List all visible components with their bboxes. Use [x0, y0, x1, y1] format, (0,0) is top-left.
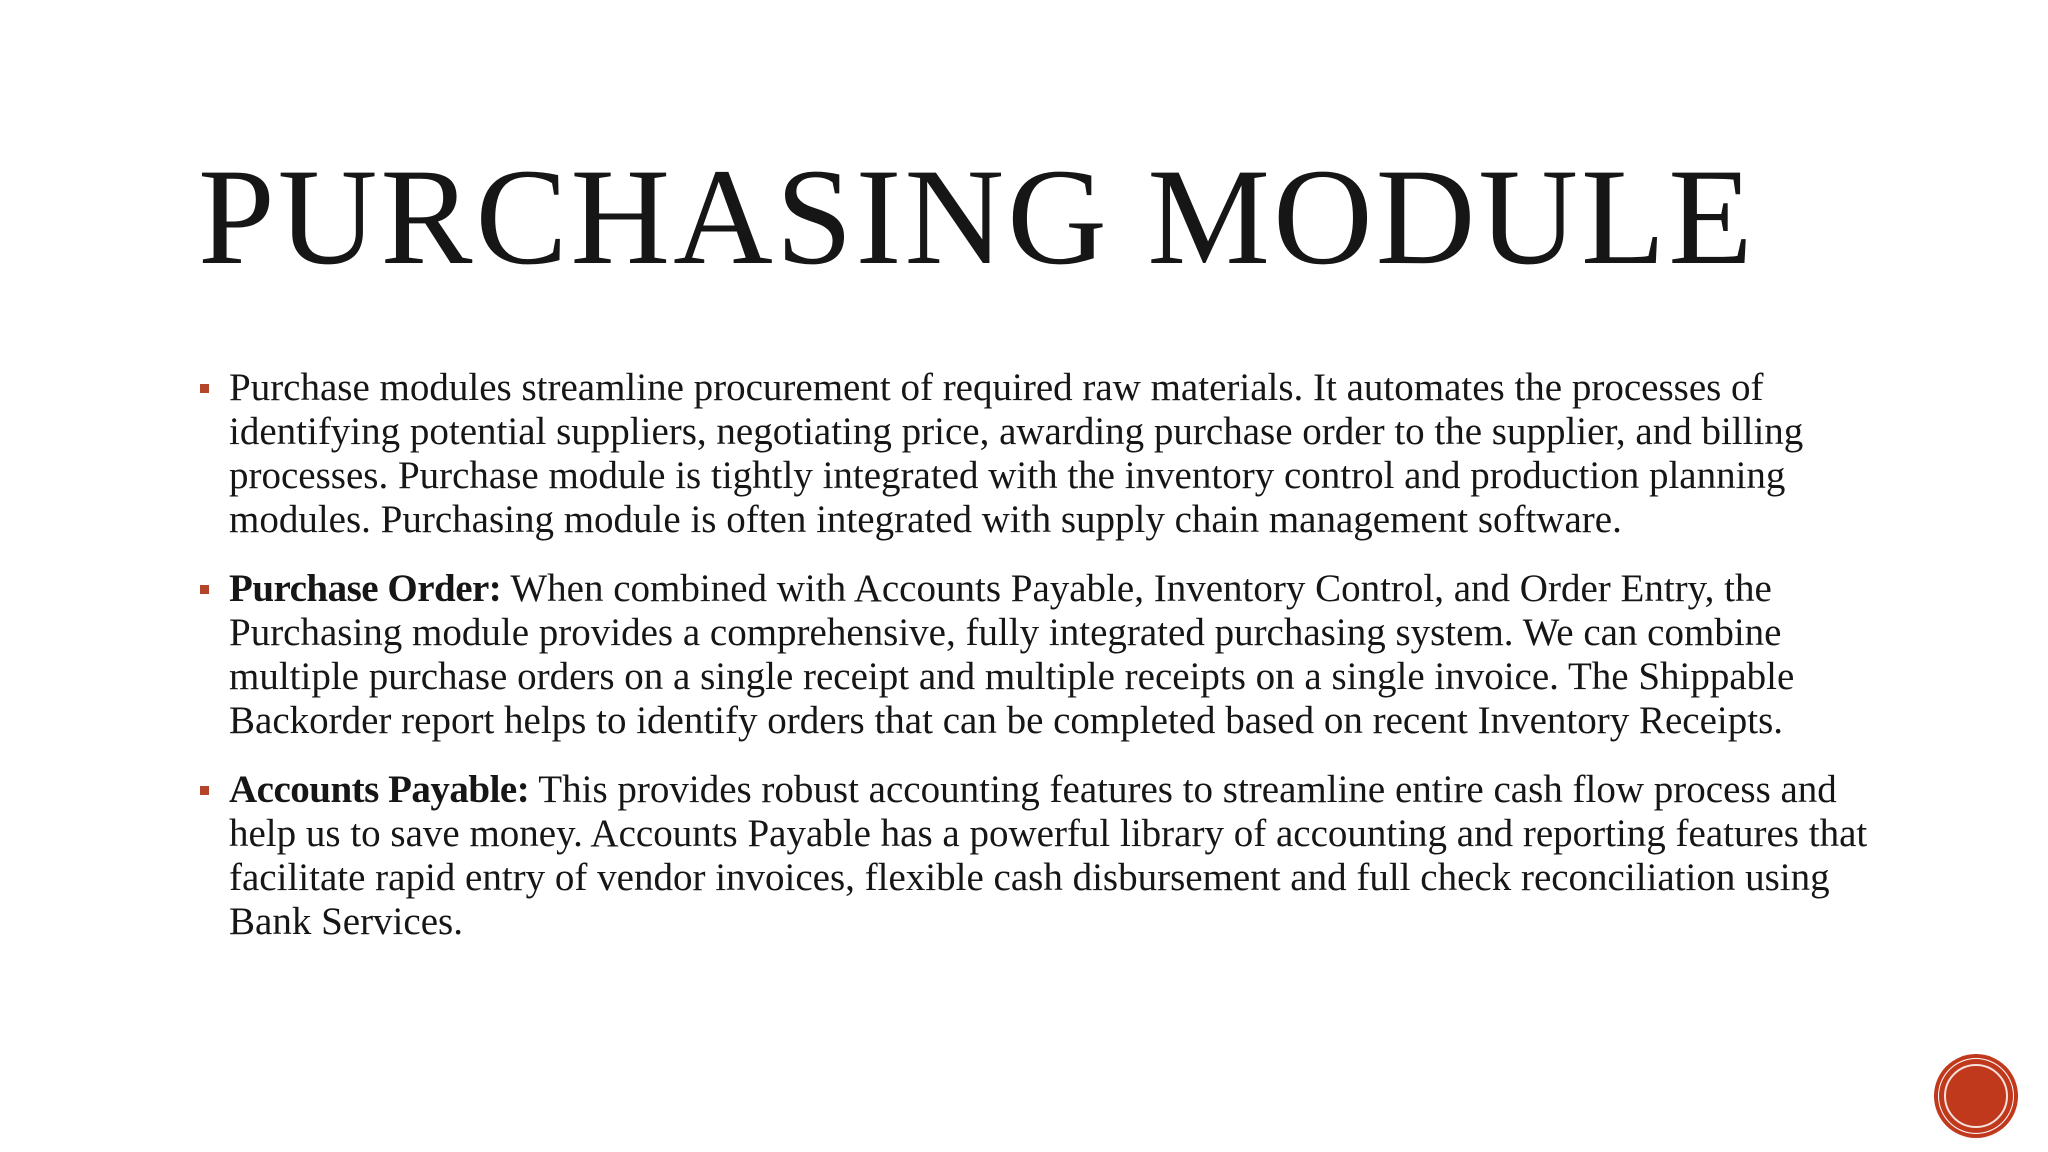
slide-nav-circle-icon[interactable]	[1938, 1058, 2014, 1134]
bullet-term: Purchase Order:	[229, 567, 502, 610]
bullet-body: This provides robust accounting features to streamline entire cash flow process and help us to save money. Accounts Payable has a powerful library of accounting and reporting features that facilitate rapid entry of vendor invoices, flexible cash disbursement and full check reconciliation using Bank Services.	[229, 768, 1868, 943]
bullet-text	[229, 768, 1867, 943]
bullet-item	[198, 768, 1898, 944]
bullet-square-icon	[200, 384, 209, 393]
bullet-item	[198, 567, 1898, 743]
nav-button-ring	[1944, 1064, 2008, 1128]
bullet-list	[198, 366, 1898, 944]
bullet-term: Accounts Payable:	[229, 768, 530, 811]
bullet-text	[229, 366, 1803, 541]
bullet-item	[198, 366, 1898, 542]
bullet-square-icon	[200, 585, 209, 594]
bullet-text	[229, 567, 1794, 742]
slide-title: PURCHASING MODULE	[198, 140, 1756, 293]
bullet-body: Purchase modules streamline procurement of required raw materials. It automates the processes of identifying potential suppliers, negotiating price, awarding purchase order to the supplier, and billing processes. Purchase module is tightly integrated with the inventory control and production planning modules. Purchasing module is often integrated with supply chain management software.	[229, 366, 1804, 541]
bullet-square-icon	[200, 786, 209, 795]
bullet-body: When combined with Accounts Payable, Inventory Control, and Order Entry, the Purchasing module provides a comprehensive, fully integrated purchasing system. We can combine multiple purchase orders on a single receipt and multiple receipts on a single invoice. The Shippable Backorder report helps to identify orders that can be completed based on recent Inventory Receipts.	[229, 567, 1795, 742]
